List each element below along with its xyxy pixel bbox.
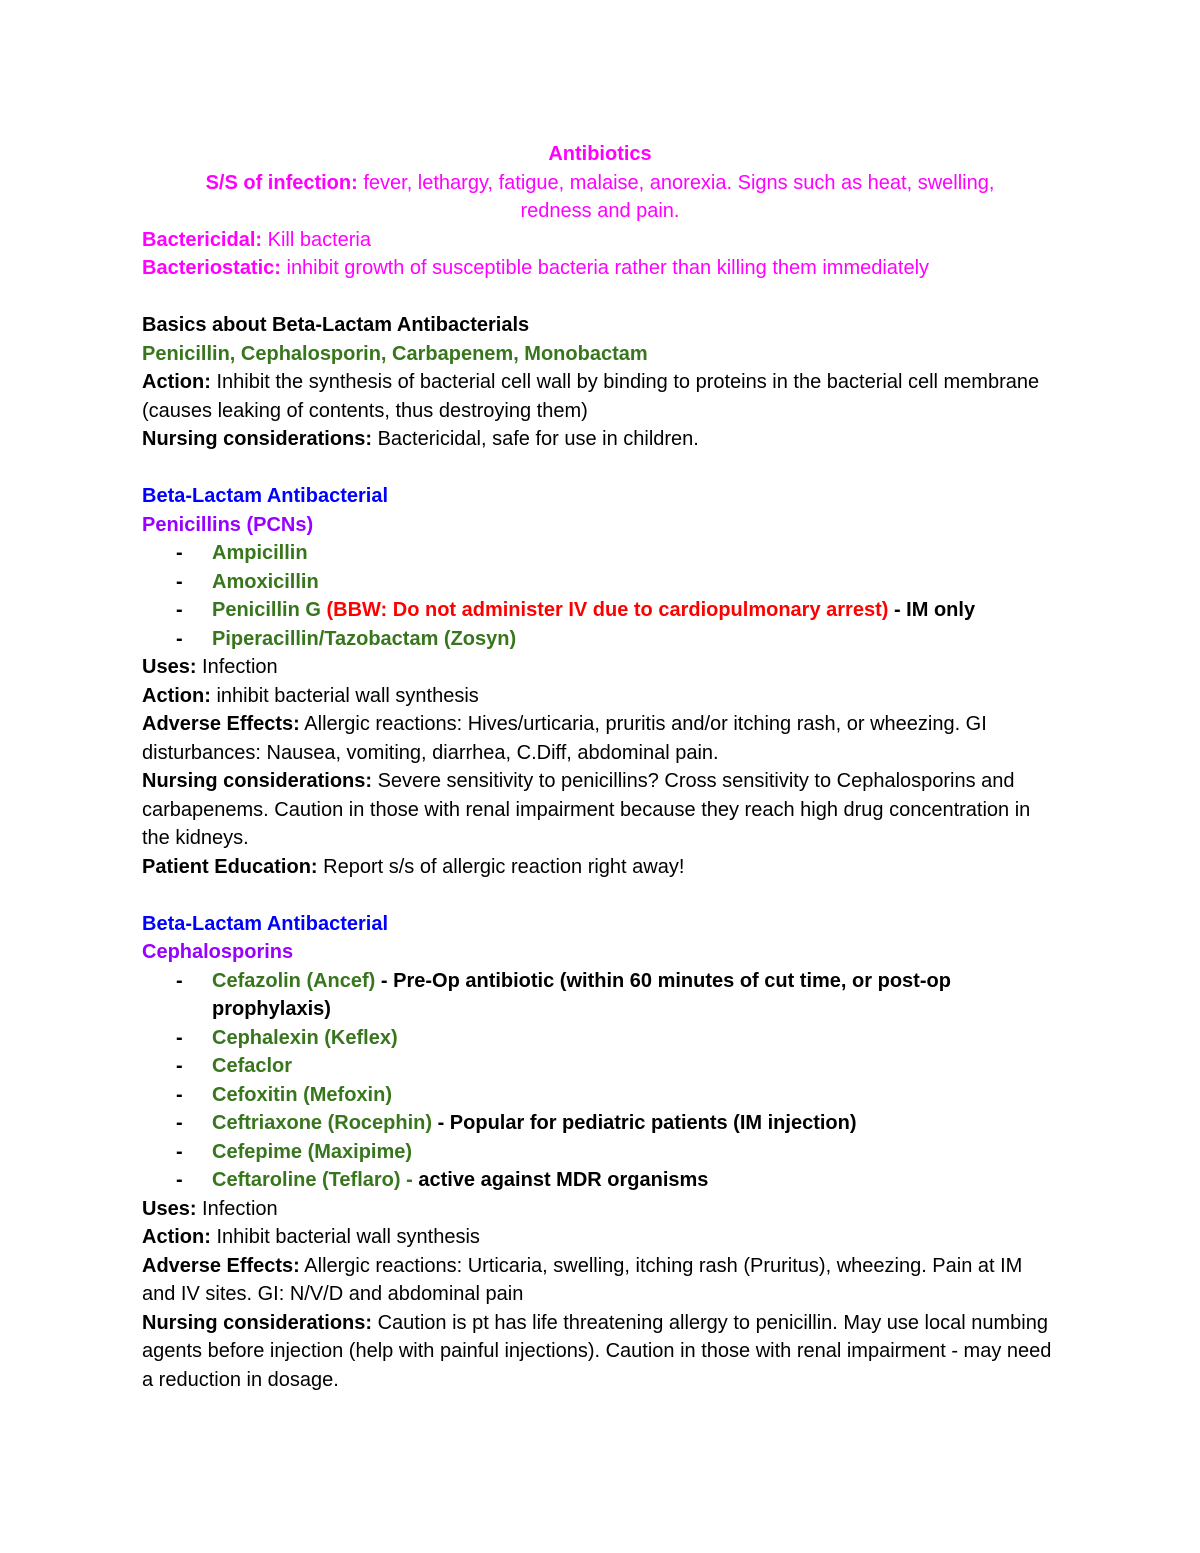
drug-name: Ceftriaxone (Rocephin) [212, 1112, 433, 1134]
drug-name: Cephalexin (Keflex) [212, 1026, 398, 1049]
cephalosporins-heading: Cephalosporins [142, 941, 294, 963]
bacteriostatic-text: inhibit growth of susceptible bacteria rather than killing them immediately [280, 257, 930, 279]
basics-subheading: Penicillin, Cephalosporin, Carbapenem, Monobactam [142, 342, 648, 365]
education-text: Report s/s of allergic reaction right away! [317, 855, 685, 878]
adverse-effects-text: Allergic reactions: Hives/urticaria, pruritis and/or itching rash, or wheezing. GI disturbances: Nausea, vomiting, diarrhea, C.Diff, abdominal pain. [142, 713, 987, 764]
drug-note: - Popular for pediatric patients (IM injection) [432, 1112, 857, 1134]
basics-heading: Basics about Beta-Lactam Antibacterials [142, 314, 530, 336]
bactericidal-text: Kill bacteria [262, 228, 371, 251]
bactericidal-definition [142, 226, 1058, 255]
adverse-effects-label: Adverse Effects: [142, 1254, 300, 1277]
list-bullet: - [176, 1083, 183, 1106]
basics-nursing-text: Bactericidal, safe for use in children. [372, 428, 699, 450]
list-item [142, 1166, 1058, 1195]
penicillins-adverse-effects [142, 710, 1058, 767]
list-item [142, 596, 1058, 625]
drug-name: Penicillin G [212, 599, 321, 621]
list-item [142, 1024, 1058, 1053]
list-bullet: - [176, 570, 183, 593]
action-text: Inhibit bacterial wall synthesis [210, 1226, 480, 1248]
drug-name: Ceftaroline (Teflaro) - [212, 1169, 413, 1191]
list-bullet: - [176, 1055, 183, 1077]
nursing-text: Caution is pt has life threatening allergy to penicillin. May use local numbing agents before injection (help with painful injections). Caution in those with renal impairment - may need a reduction in dosage. [142, 1311, 1052, 1391]
adverse-effects-label: Adverse Effects: [142, 713, 300, 735]
cephalosporins-class: Beta-Lactam Antibacterial [142, 912, 388, 935]
action-label: Action: [142, 684, 211, 707]
basics-action [142, 368, 1058, 425]
list-item [142, 1081, 1058, 1110]
drug-note: - Pre-Op antibiotic (within 60 minutes of cut time, or post-op prophylaxis) [212, 969, 951, 1020]
drug-name: Piperacillin/Tazobactam (Zosyn) [212, 627, 517, 650]
bacteriostatic-definition [142, 254, 1058, 283]
drug-name: Ampicillin [212, 542, 308, 564]
list-item [142, 1052, 1058, 1081]
basics-nursing [142, 425, 1058, 454]
nursing-label: Nursing considerations: [142, 1311, 373, 1334]
cephalosporins-adverse-effects [142, 1252, 1058, 1309]
list-item [142, 625, 1058, 654]
infection-signs-continued: redness and pain. [520, 200, 680, 222]
drug-name: Amoxicillin [212, 570, 319, 593]
penicillins-education [142, 853, 1058, 882]
basics-action-text: Inhibit the synthesis of bacterial cell wall by binding to proteins in the bacterial cell membrane (causes leaking of contents, thus destroying them) [142, 371, 1040, 422]
cephalosporins-action [142, 1223, 1058, 1252]
cephalosporins-nursing [142, 1309, 1058, 1395]
list-item [142, 1109, 1058, 1138]
list-item [142, 1138, 1058, 1167]
bactericidal-label: Bactericidal: [142, 228, 263, 251]
action-text: inhibit bacterial wall synthesis [210, 684, 479, 707]
penicillins-action [142, 682, 1058, 711]
basics-nursing-label: Nursing considerations: [142, 428, 373, 450]
list-bullet: - [176, 1140, 183, 1163]
list-bullet: - [176, 1112, 183, 1134]
list-bullet: - [176, 599, 183, 621]
penicillins-heading: Penicillins (PCNs) [142, 513, 314, 536]
infection-signs [142, 169, 1058, 198]
education-label: Patient Education: [142, 855, 318, 878]
penicillins-class: Beta-Lactam Antibacterial [142, 485, 388, 507]
list-bullet: - [176, 627, 183, 650]
adverse-effects-text: Allergic reactions: Urticaria, swelling, itching rash (Pruritus), wheezing. Pain at IM and IV sites. GI: N/V/D and abdominal pain [142, 1254, 1023, 1305]
nursing-label: Nursing considerations: [142, 770, 373, 792]
drug-name: Cefepime (Maxipime) [212, 1140, 413, 1163]
penicillins-nursing [142, 767, 1058, 853]
list-item [142, 967, 1058, 1024]
uses-text: Infection [196, 1197, 278, 1220]
list-item [142, 568, 1058, 597]
drug-name: Cefoxitin (Mefoxin) [212, 1083, 392, 1106]
bacteriostatic-label: Bacteriostatic: [142, 257, 281, 279]
infection-signs-label: S/S of infection: [205, 171, 358, 194]
drug-note: active against MDR organisms [412, 1169, 709, 1191]
list-bullet: - [176, 969, 183, 992]
list-bullet: - [176, 1169, 183, 1191]
document-title: Antibiotics [548, 143, 652, 165]
infection-signs-text: fever, lethargy, fatigue, malaise, anorexia. Signs such as heat, swelling, [357, 171, 995, 194]
basics-action-label: Action: [142, 371, 211, 393]
black-box-warning: (BBW: Do not administer IV due to cardiopulmonary arrest) [320, 599, 889, 621]
drug-name: Cefazolin (Ancef) [212, 969, 376, 992]
cephalosporins-drug-list [142, 967, 1058, 1195]
action-label: Action: [142, 1226, 211, 1248]
list-bullet: - [176, 542, 183, 564]
penicillins-uses [142, 653, 1058, 682]
cephalosporins-uses [142, 1195, 1058, 1224]
drug-name: Cefaclor [212, 1055, 293, 1077]
drug-note: - IM only [888, 599, 976, 621]
penicillins-drug-list [142, 539, 1058, 653]
list-bullet: - [176, 1026, 183, 1049]
list-item [142, 539, 1058, 568]
uses-label: Uses: [142, 656, 197, 678]
uses-text: Infection [196, 656, 278, 678]
document-page [142, 140, 1058, 1394]
nursing-text: Severe sensitivity to penicillins? Cross sensitivity to Cephalosporins and carbapenems. Caution in those with renal impairment because they reach high drug concentration in the kidneys. [142, 770, 1031, 849]
uses-label: Uses: [142, 1197, 197, 1220]
